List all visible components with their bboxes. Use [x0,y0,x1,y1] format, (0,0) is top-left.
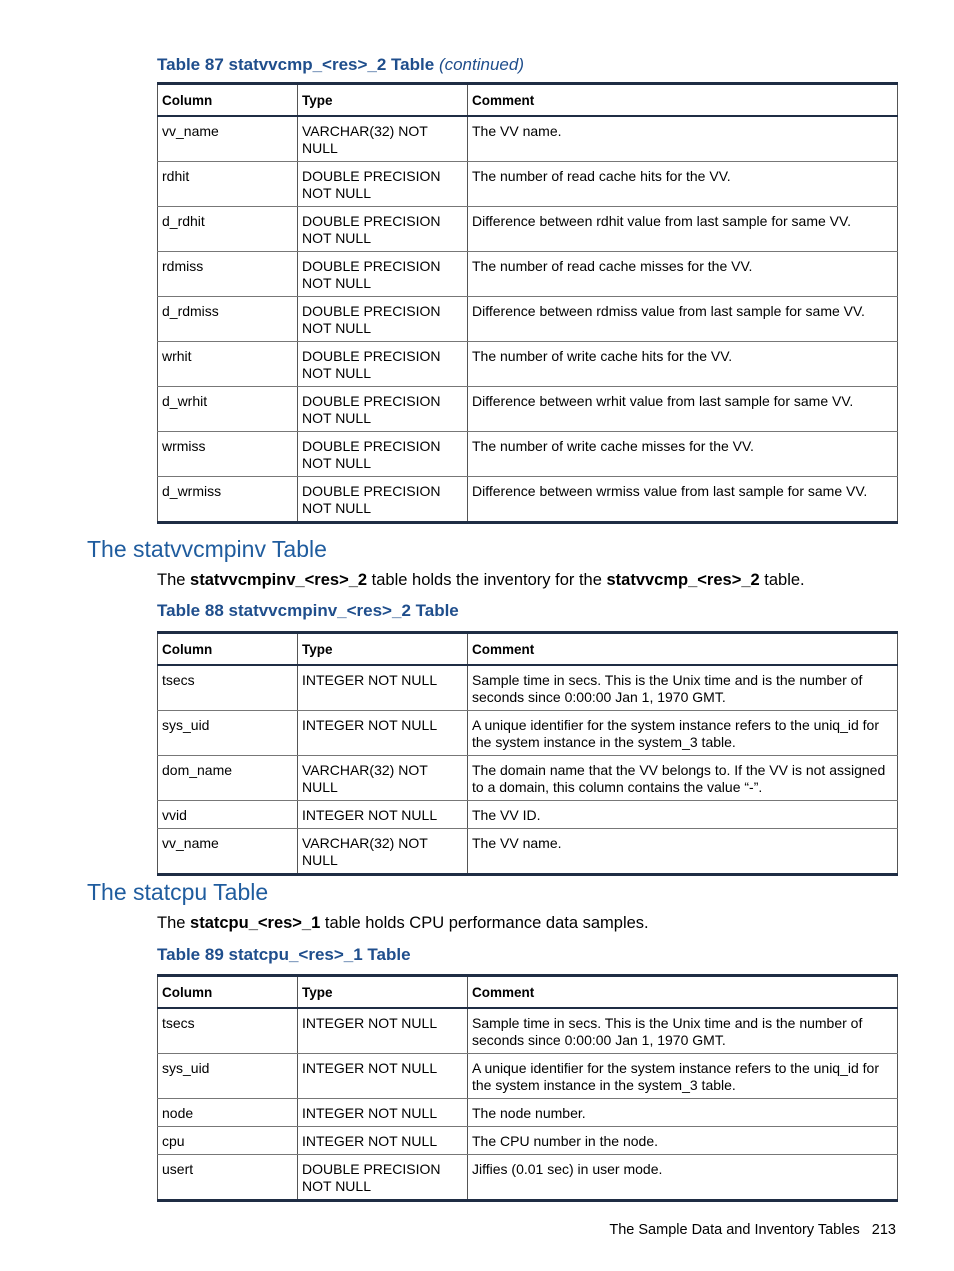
cell-column: d_wrhit [158,387,298,432]
cell-comment: The VV ID. [468,801,898,829]
column-header-type: Type [298,84,468,117]
section-title-statcpu: The statcpu Table [87,879,269,905]
cell-type: INTEGER NOT NULL [298,1054,468,1099]
table-row [158,297,898,342]
cell-comment: Difference between wrhit value from last sample for same VV. [468,387,898,432]
table-row [158,1155,898,1201]
cell-comment: The CPU number in the node. [468,1127,898,1155]
cell-type: INTEGER NOT NULL [298,665,468,711]
cell-column: dom_name [158,756,298,801]
cell-column: d_rdmiss [158,297,298,342]
cell-column: vv_name [158,829,298,875]
cell-type: DOUBLE PRECISION NOT NULL [298,207,468,252]
table-row [158,665,898,711]
table-header-row [158,976,898,1009]
column-header-comment: Comment [468,84,898,117]
cell-column: tsecs [158,665,298,711]
cell-type: DOUBLE PRECISION NOT NULL [298,162,468,207]
table-row [158,756,898,801]
cell-comment: Difference between rdhit value from last sample for same VV. [468,207,898,252]
table-row [158,711,898,756]
section-intro-statvvcmpinv [157,571,805,590]
cell-type: INTEGER NOT NULL [298,1099,468,1127]
page-number: 213 [871,1222,896,1238]
table-row [158,342,898,387]
table-88-caption: Table 88 statvvcmpinv_<res>_2 Table [157,601,459,620]
cell-comment: Sample time in secs. This is the Unix time and is the number of seconds since 0:00:00 Jan 1, 1970 GMT. [468,665,898,711]
table-row [158,387,898,432]
cell-comment: Difference between rdmiss value from last sample for same VV. [468,297,898,342]
table-89-caption: Table 89 statcpu_<res>_1 Table [157,945,411,964]
cell-column: rdhit [158,162,298,207]
table-87-caption [157,55,524,75]
cell-column: usert [158,1155,298,1201]
cell-comment: Difference between wrmiss value from last sample for same VV. [468,477,898,523]
cell-type: DOUBLE PRECISION NOT NULL [298,387,468,432]
table-row [158,1099,898,1127]
cell-comment: Jiffies (0.01 sec) in user mode. [468,1155,898,1201]
section-title-statvvcmpinv: The statvvcmpinv Table [87,536,327,562]
cell-comment: The number of read cache misses for the VV. [468,252,898,297]
cell-column: vvid [158,801,298,829]
column-header-comment: Comment [468,976,898,1009]
cell-column: cpu [158,1127,298,1155]
table-row [158,1127,898,1155]
table-87-continued: (continued) [438,55,524,74]
intro-text: The [157,571,191,589]
cell-comment: A unique identifier for the system instance refers to the uniq_id for the system instance in the system_3 table. [468,1054,898,1099]
cell-type: DOUBLE PRECISION NOT NULL [298,342,468,387]
cell-column: node [158,1099,298,1127]
intro-text: The [157,914,191,932]
intro-text: table. [759,571,805,589]
cell-type: INTEGER NOT NULL [298,1008,468,1054]
cell-type: DOUBLE PRECISION NOT NULL [298,432,468,477]
section-intro-statcpu [157,914,649,933]
cell-column: tsecs [158,1008,298,1054]
cell-comment: A unique identifier for the system instance refers to the uniq_id for the system instance in the system_3 table. [468,711,898,756]
cell-comment: The number of write cache misses for the VV. [468,432,898,477]
cell-column: sys_uid [158,1054,298,1099]
cell-comment: Sample time in secs. This is the Unix time and is the number of seconds since 0:00:00 Jan 1, 1970 GMT. [468,1008,898,1054]
column-header-comment: Comment [468,633,898,666]
cell-column: wrhit [158,342,298,387]
table-row [158,829,898,875]
cell-comment: The number of write cache hits for the VV. [468,342,898,387]
cell-column: vv_name [158,116,298,162]
cell-type: DOUBLE PRECISION NOT NULL [298,477,468,523]
cell-comment: The VV name. [468,829,898,875]
table-header-row [158,633,898,666]
table-row [158,116,898,162]
cell-type: VARCHAR(32) NOT NULL [298,756,468,801]
cell-column: d_rdhit [158,207,298,252]
cell-type: DOUBLE PRECISION NOT NULL [298,297,468,342]
cell-comment: The domain name that the VV belongs to. If the VV is not assigned to a domain, this column contains the value “-”. [468,756,898,801]
table-row [158,1008,898,1054]
footer-chapter-title: The Sample Data and Inventory Tables [609,1222,860,1238]
intro-text: table holds the inventory for the [367,571,607,589]
table-header-row [158,84,898,117]
cell-comment: The VV name. [468,116,898,162]
cell-column: rdmiss [158,252,298,297]
table-row [158,252,898,297]
table-row [158,477,898,523]
intro-bold-table-name: statvvcmpinv_<res>_2 [190,571,368,589]
column-header-column: Column [158,976,298,1009]
cell-column: sys_uid [158,711,298,756]
table-87-caption-text: Table 87 statvvcmp_<res>_2 Table [157,55,435,74]
table-row [158,162,898,207]
cell-type: INTEGER NOT NULL [298,801,468,829]
table-row [158,1054,898,1099]
cell-type: DOUBLE PRECISION NOT NULL [298,252,468,297]
table-row [158,801,898,829]
column-header-column: Column [158,84,298,117]
cell-type: DOUBLE PRECISION NOT NULL [298,1155,468,1201]
cell-type: VARCHAR(32) NOT NULL [298,116,468,162]
cell-column: d_wrmiss [158,477,298,523]
cell-type: INTEGER NOT NULL [298,711,468,756]
cell-comment: The node number. [468,1099,898,1127]
cell-comment: The number of read cache hits for the VV. [468,162,898,207]
table-row [158,432,898,477]
column-header-column: Column [158,633,298,666]
table-89 [157,974,898,1202]
cell-column: wrmiss [158,432,298,477]
column-header-type: Type [298,976,468,1009]
intro-text: table holds CPU performance data samples. [320,914,649,932]
cell-type: VARCHAR(32) NOT NULL [298,829,468,875]
table-row [158,207,898,252]
table-87 [157,82,898,524]
cell-type: INTEGER NOT NULL [298,1127,468,1155]
table-88 [157,631,898,876]
intro-bold-table-name: statvvcmp_<res>_2 [606,571,760,589]
page-footer [609,1222,896,1238]
intro-bold-table-name: statcpu_<res>_1 [190,914,321,932]
column-header-type: Type [298,633,468,666]
